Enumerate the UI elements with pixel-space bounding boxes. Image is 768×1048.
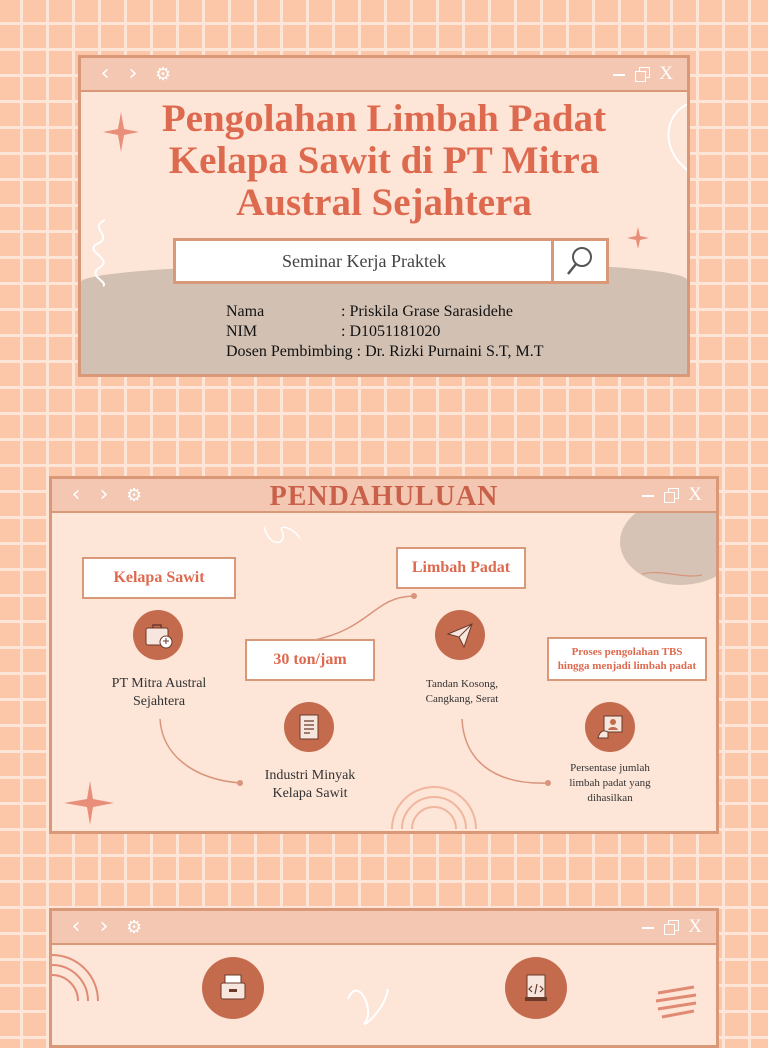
briefcase-circle [133, 610, 183, 660]
info-value: : Dr. Rizki Purnaini S.T, M.T [352, 343, 544, 360]
decorative-squiggle [85, 218, 121, 288]
paper-plane-circle [435, 610, 485, 660]
close-icon[interactable]: X [659, 63, 673, 84]
code-file-circle [505, 957, 567, 1019]
pendahuluan-window [49, 476, 719, 834]
code-file-icon [519, 971, 553, 1005]
title-line: Austral Sejahtera [236, 181, 532, 224]
chevron-left-icon[interactable]: ‹ [100, 61, 110, 86]
industri-label: Industri Minyak Kelapa Sawit [264, 768, 356, 801]
info-row [226, 302, 543, 322]
info-row [226, 322, 543, 342]
third-slide-window [49, 908, 719, 1048]
briefcase-icon [142, 620, 174, 650]
document-circle [284, 702, 334, 752]
profile-circle [585, 702, 635, 752]
chevron-right-icon[interactable]: › [128, 61, 138, 86]
decorative-arcs [52, 945, 112, 1035]
title-line: Kelapa Sawit di PT Mitra [168, 139, 600, 182]
pt-mitra-label: PT Mitra Austral Sejahtera [111, 676, 207, 709]
title-slide-window [78, 55, 690, 377]
chevron-right-icon[interactable]: › [99, 914, 109, 939]
profile-card-icon [594, 712, 626, 742]
window-titlebar [81, 58, 687, 92]
document-icon [294, 711, 324, 743]
restore-icon[interactable] [635, 67, 649, 81]
decorative-squiggle [344, 969, 404, 1029]
chevron-left-icon[interactable]: ‹ [71, 914, 81, 939]
info-label: NIM [226, 323, 258, 340]
gear-icon[interactable]: ⚙ [155, 63, 172, 85]
ton-per-jam-box: 30 ton/jam [245, 639, 375, 681]
title-line: Pengolahan Limbah Padat [161, 97, 607, 140]
small-star-icon [626, 226, 650, 250]
persentase-label: Persentase jumlah limbah padat yang dihasilkan [569, 762, 651, 804]
presentation-title [81, 98, 687, 224]
limbah-padat-box: Limbah Padat [396, 547, 526, 589]
chevron-right-icon[interactable]: › [99, 482, 109, 507]
tandan-label: Tandan Kosong, Cangkang, Serat [425, 678, 499, 705]
info-label: Nama [226, 303, 265, 320]
archive-icon [215, 971, 251, 1005]
proses-box: Proses pengolahan TBS hingga menjadi limbah padat [547, 637, 707, 681]
minimize-icon[interactable] [613, 74, 625, 76]
search-button[interactable] [551, 241, 606, 281]
close-icon[interactable]: X [688, 484, 702, 505]
info-value: : Priskila Grase Sarasidehe [341, 303, 513, 320]
restore-icon[interactable] [664, 920, 678, 934]
paper-plane-icon [445, 620, 475, 650]
window-titlebar [52, 911, 716, 945]
minimize-icon[interactable] [642, 927, 654, 929]
section-title: PENDAHULUAN [269, 481, 499, 512]
chevron-left-icon[interactable]: ‹ [71, 482, 81, 507]
gear-icon[interactable]: ⚙ [126, 484, 143, 506]
kelapa-sawit-box: Kelapa Sawit [82, 557, 236, 599]
striped-ball-icon [654, 979, 698, 1023]
info-row [226, 342, 543, 362]
gear-icon[interactable]: ⚙ [126, 916, 143, 938]
close-icon[interactable]: X [688, 916, 702, 937]
search-bar[interactable] [173, 238, 609, 284]
search-text[interactable]: Seminar Kerja Praktek [282, 250, 446, 271]
archive-circle [202, 957, 264, 1019]
sparkle-star-icon [60, 779, 116, 827]
info-value: : D1051181020 [341, 323, 441, 340]
author-info [226, 302, 543, 362]
search-icon [565, 245, 595, 277]
info-label: Dosen Pembimbing [226, 343, 353, 360]
